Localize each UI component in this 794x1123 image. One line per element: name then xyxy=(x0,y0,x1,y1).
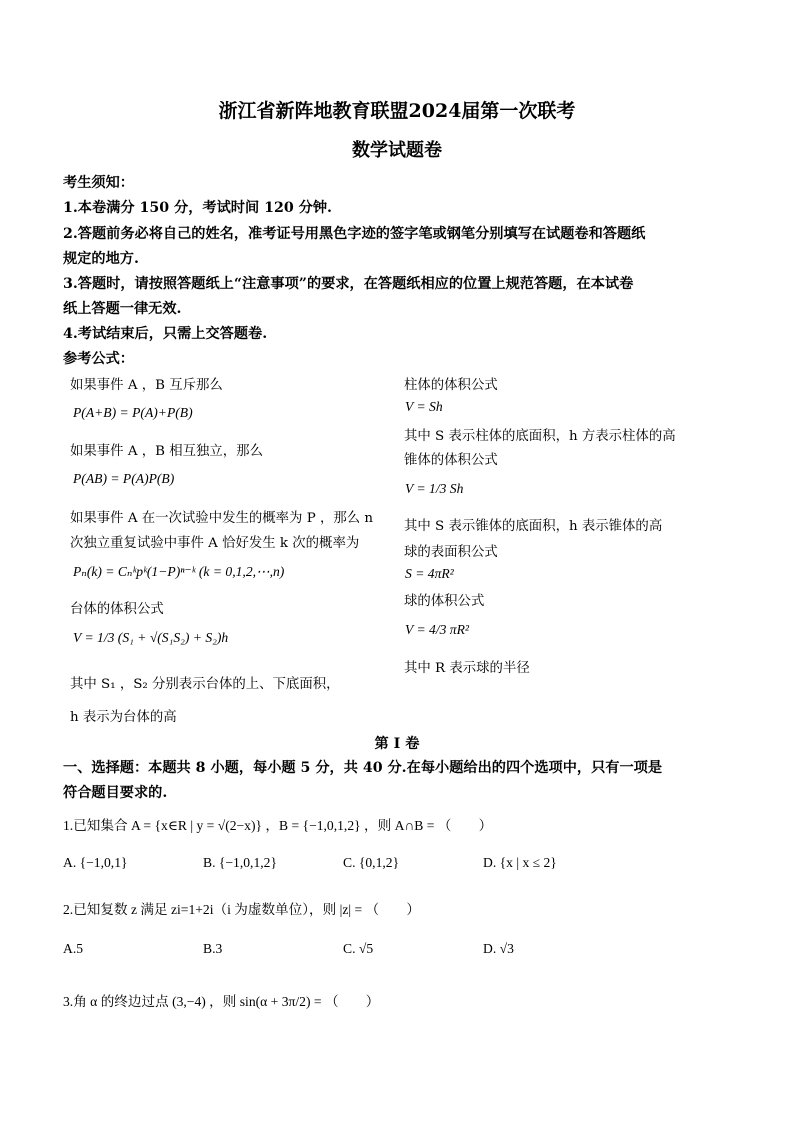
sphere-area-formula: S = 4πR² xyxy=(405,566,454,581)
indep-formula: P(AB) = P(A)P(B) xyxy=(73,471,175,486)
cone-desc: 其中 S 表示锥体的底面积，h 表示锥体的高 xyxy=(404,519,663,534)
frustum-formula: V = 1/3 (S₁ + √(S₁S₂) + S₂)h xyxy=(73,630,229,645)
sphere-volume-title: 球的体积公式 xyxy=(404,594,485,609)
question-2-option-d: D. √3 xyxy=(483,941,514,956)
question-2-option-c: C. √5 xyxy=(343,941,374,956)
frustum-desc-1: 其中 S₁ ，S₂ 分别表示台体的上、下底面积， xyxy=(70,677,340,692)
notice-item-4: 4.考试结束后，只需上交答题卷. xyxy=(63,326,268,342)
bernoulli-intro-1: 如果事件 A 在一次试验中发生的概率为 P ，那么 n xyxy=(70,511,374,526)
question-2-option-b: B.3 xyxy=(203,941,223,956)
question-2-stem: 2.已知复数 z 满足 zi=1+2i（i 为虚数单位），则 |z| = （ ） xyxy=(63,902,420,917)
question-3-stem: 3.角 α 的终边过点 (3,−4) ，则 sin(α + 3π/2) = （ ） xyxy=(63,994,380,1009)
part-title: 第 I 卷 xyxy=(374,736,420,752)
indep-intro: 如果事件 A ，B 相互独立，那么 xyxy=(70,444,263,459)
prism-title: 柱体的体积公式 xyxy=(404,378,498,393)
exam-title: 浙江省新阵地教育联盟2024届第一次联考 xyxy=(218,100,576,122)
notice-item-1: 1.本卷满分 150 分，考试时间 120 分钟. xyxy=(63,200,332,216)
notice-item-2: 2.答题前务必将自己的姓名，准考证号用黑色字迹的签字笔或钢笔分别填写在试题卷和答题纸 xyxy=(63,226,646,242)
frustum-title: 台体的体积公式 xyxy=(70,602,164,617)
notice-item-2-cont: 规定的地方. xyxy=(63,251,139,267)
mutex-intro: 如果事件 A ，B 互斥那么 xyxy=(70,378,223,393)
formulas-heading: 参考公式： xyxy=(63,351,134,367)
question-1-stem: 1.已知集合 A = {x∈R | y = √(2−x)} ，B = {−1,0,1,2} ，则 A∩B = （ ） xyxy=(63,818,493,833)
mutex-formula: P(A+B) = P(A)+P(B) xyxy=(73,405,193,420)
cone-title: 锥体的体积公式 xyxy=(404,453,498,468)
question-2-option-a: A.5 xyxy=(63,941,84,956)
bernoulli-intro-2: 次独立重复试验中事件 A 恰好发生 k 次的概率为 xyxy=(70,536,360,551)
cone-formula: V = 1/3 Sh xyxy=(405,481,464,496)
notice-item-3-cont: 纸上答题一律无效. xyxy=(63,301,182,317)
frustum-desc-2: h 表示为台体的高 xyxy=(70,710,177,725)
sphere-desc: 其中 R 表示球的半径 xyxy=(404,661,530,676)
exam-subtitle: 数学试题卷 xyxy=(352,140,442,161)
question-1-option-c: C. {0,1,2} xyxy=(343,855,400,870)
sphere-volume-formula: V = 4/3 πR² xyxy=(405,622,469,637)
section-instruction-2: 符合题目要求的. xyxy=(63,785,168,801)
question-1-option-d: D. {x | x ≤ 2} xyxy=(483,855,557,870)
bernoulli-formula: Pₙ(k) = Cₙᵏpᵏ(1−P)ⁿ⁻ᵏ (k = 0,1,2,⋯,n) xyxy=(73,564,285,579)
notice-heading: 考生须知： xyxy=(63,175,134,191)
question-1-option-a: A. {−1,0,1} xyxy=(63,855,128,870)
prism-desc: 其中 S 表示柱体的底面积，h 方表示柱体的高 xyxy=(404,429,676,444)
notice-item-3: 3.答题时，请按照答题纸上“注意事项”的要求，在答题纸相应的位置上规范答题，在本试卷 xyxy=(63,276,634,292)
prism-formula: V = Sh xyxy=(405,399,443,414)
section-instruction-1: 一、选择题：本题共 8 小题，每小题 5 分，共 40 分.在每小题给出的四个选项中，只有一项是 xyxy=(63,760,663,776)
question-1-option-b: B. {−1,0,1,2} xyxy=(203,855,277,870)
sphere-area-title: 球的表面积公式 xyxy=(404,545,498,560)
